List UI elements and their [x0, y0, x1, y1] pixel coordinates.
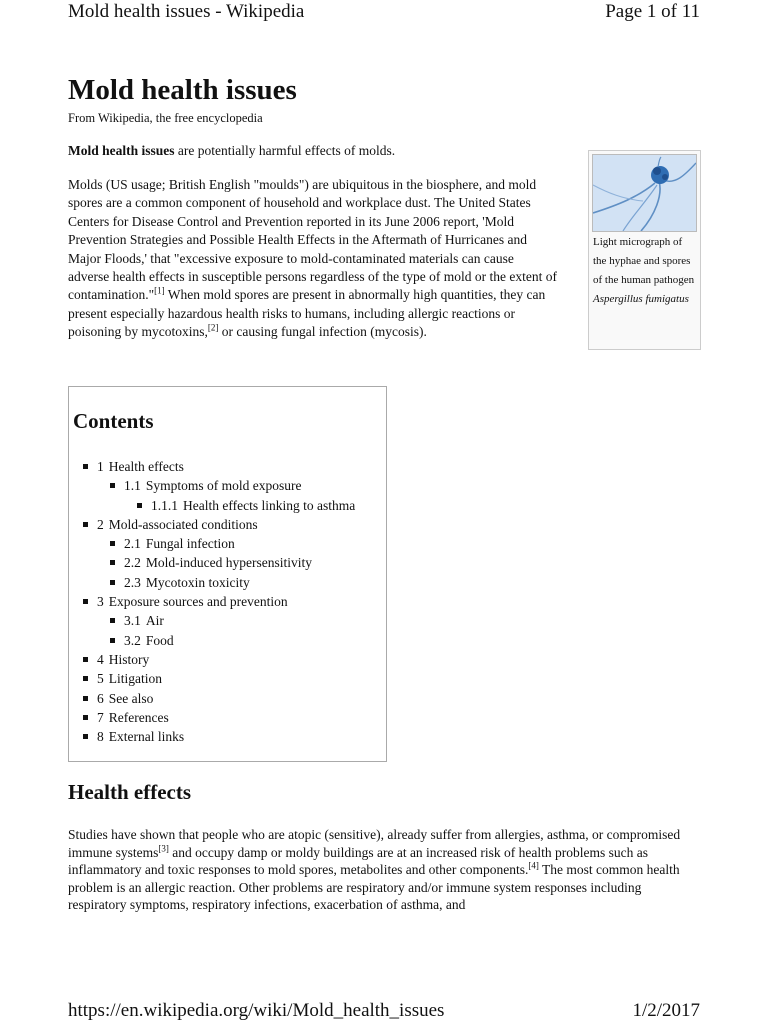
toc-number: 8 — [97, 729, 104, 745]
toc-number: 1 — [97, 459, 104, 474]
toc-label: History — [108, 651, 150, 667]
toc-item-litigation[interactable] — [83, 669, 355, 688]
toc-number: 1.1.1 — [151, 497, 178, 513]
toc-number: 2.1 — [124, 536, 141, 552]
toc-label: See also — [108, 690, 154, 706]
toc-label: Exposure sources and prevention — [108, 594, 288, 610]
bullet-icon — [110, 483, 115, 488]
micrograph-illustration — [593, 155, 696, 231]
ref-link-3[interactable]: [3] — [158, 843, 169, 853]
toc-item-symptoms[interactable] — [83, 476, 355, 495]
toc-number: 6 — [97, 690, 104, 706]
intro-bold-term: Mold health issues — [68, 143, 175, 158]
toc-number: 2.2 — [124, 555, 141, 571]
toc-item-see-also[interactable] — [83, 689, 355, 708]
toc-number: 2 — [97, 516, 104, 532]
toc-label: External links — [108, 729, 185, 745]
toc-number: 2.3 — [124, 574, 141, 590]
toc-label: Food — [145, 632, 174, 648]
lead-text-c: or causing fungal infection (mycosis). — [218, 324, 427, 340]
toc-item-food[interactable] — [83, 631, 355, 650]
toc-item-health-effects[interactable] — [83, 457, 355, 476]
toc-label: Litigation — [108, 671, 162, 687]
ref-link-2[interactable]: [2] — [207, 322, 219, 333]
toc-item-external-links[interactable] — [83, 727, 355, 746]
lead-text-b: When mold spores are present in abnormally high quantities, they can present especially hazardous health risks to humans, including allergic reactions or poisoning by mycotoxins, — [68, 287, 546, 340]
toc-label: Health effects linking to asthma — [183, 497, 356, 513]
thumbnail-box — [588, 150, 701, 350]
toc-label: References — [108, 709, 169, 725]
toc-item-air[interactable] — [83, 611, 355, 630]
toc-label: Mold-induced hypersensitivity — [145, 555, 312, 571]
toc-number: 7 — [97, 709, 104, 725]
print-date: 1/2/2017 — [632, 1000, 700, 1021]
ref-link-1[interactable]: [1] — [154, 285, 165, 296]
intro-text: are potentially harmful effects of molds. — [174, 143, 396, 158]
ref-link-4[interactable]: [4] — [528, 860, 539, 871]
toc-label: Mycotoxin toxicity — [145, 574, 250, 590]
bullet-icon — [110, 541, 115, 546]
toc-item-mycotoxin[interactable] — [83, 573, 355, 592]
caption-text: Light micrograph of the hyphae and spores of the human pathogen — [593, 236, 695, 286]
health-text-a: Studies have shown that people who are atopic (sensitive), already suffer from allergies, asthma, or compromised immune systems — [68, 827, 681, 860]
toc-label: Symptoms of mold exposure — [145, 478, 302, 494]
lead-text-a: Molds (US usage; British English "moulds") are ubiquitous in the biosphere, and mold spores are a common component of household and workplace dust. The United States Centers for Disease Control and Prevention reported in its June 2006 report, 'Mold Prevention Strategies and Possible Health Effects in the Aftermath of Hurricanes and Major Floods,' that "excessive exposure to mold-contaminated materials can cause adverse health effects in susceptible persons regardless of the type of mold or the extent of contamination." — [68, 177, 557, 303]
toc-number: 3.2 — [124, 632, 141, 648]
bullet-icon — [83, 676, 88, 681]
toc-item-fungal-infection[interactable] — [83, 534, 355, 553]
page-url: https://en.wikipedia.org/wiki/Mold_health_issues — [68, 1000, 445, 1021]
toc-label: Health effects — [108, 459, 184, 474]
toc-number: 1.1 — [124, 478, 141, 494]
bullet-icon — [110, 638, 115, 643]
bullet-icon — [110, 618, 115, 623]
toc-number: 5 — [97, 671, 104, 687]
toc-number: 3 — [97, 594, 104, 610]
bullet-icon — [83, 715, 88, 720]
bullet-icon — [83, 734, 88, 739]
toc-item-exposure[interactable] — [83, 592, 355, 611]
toc-list — [83, 457, 355, 746]
toc-number: 3.1 — [124, 613, 141, 629]
bullet-icon — [110, 560, 115, 565]
page-subtitle: From Wikipedia, the free encyclopedia — [68, 111, 263, 125]
bullet-icon — [83, 696, 88, 701]
page-counter: Page 1 of 11 — [605, 1, 700, 22]
health-effects-paragraph — [68, 826, 700, 914]
toc-item-history[interactable] — [83, 650, 355, 669]
toc-number: 4 — [97, 651, 104, 667]
micrograph-image[interactable] — [592, 154, 697, 232]
lead-paragraph — [68, 176, 558, 342]
bullet-icon — [83, 599, 88, 604]
toc-item-references[interactable] — [83, 708, 355, 727]
bullet-icon — [83, 657, 88, 662]
intro-paragraph — [68, 143, 395, 159]
bullet-icon — [83, 522, 88, 527]
page-title: Mold health issues — [68, 74, 297, 106]
toc-label: Fungal infection — [145, 536, 235, 552]
health-text-c: The most common health problem is an allergic reaction. Other problems are respiratory and/or immune system responses including respiratory symptoms, respiratory infections, exacerbation of asthma, and — [68, 862, 680, 912]
bullet-icon — [137, 503, 142, 508]
toc-item-conditions[interactable] — [83, 515, 355, 534]
section-heading-health-effects: Health effects — [68, 780, 192, 804]
toc-label: Air — [145, 613, 164, 629]
caption-species[interactable]: Aspergillus fumigatus — [593, 293, 689, 305]
toc-label: Mold-associated conditions — [108, 516, 258, 532]
bullet-icon — [110, 580, 115, 585]
toc-item-hypersensitivity[interactable] — [83, 553, 355, 572]
toc-item-asthma[interactable] — [83, 496, 355, 515]
toc-title: Contents — [73, 409, 154, 433]
print-header-title: Mold health issues - Wikipedia — [68, 1, 305, 22]
bullet-icon — [83, 464, 88, 469]
table-of-contents — [68, 386, 387, 762]
health-text-b: and occupy damp or moldy buildings are at an increased risk of health problems such as inflammatory and toxic responses to mold spores, metabolites and other components. — [68, 844, 648, 877]
thumbnail-caption — [593, 233, 697, 309]
